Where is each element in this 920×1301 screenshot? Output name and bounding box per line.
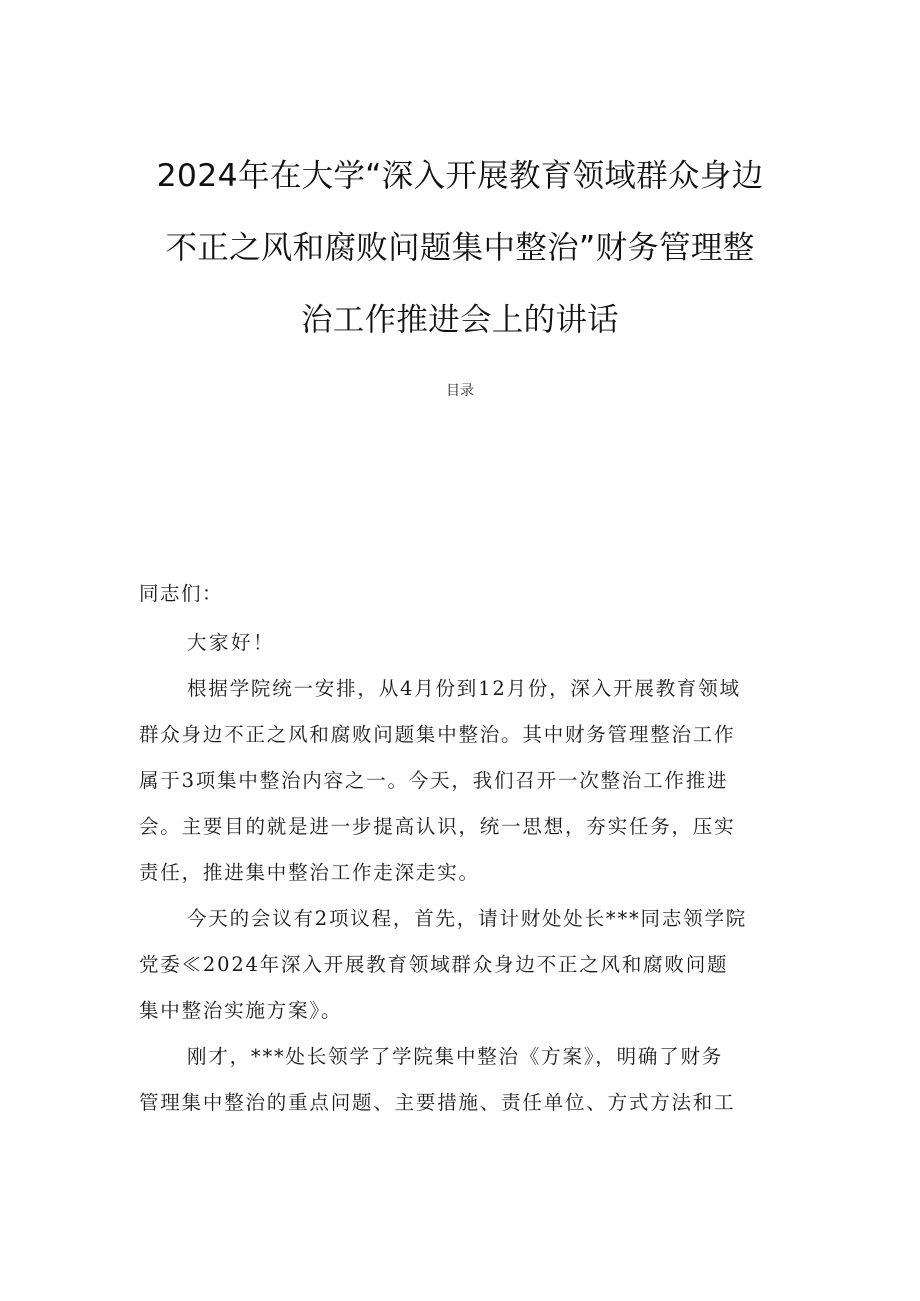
document-body — [139, 573, 784, 1126]
paragraph-intro — [139, 666, 784, 896]
paragraph-line: 根据学院统一安排，从4月份到12月份，深入开展教育领域 — [187, 677, 741, 700]
title-line-1: 2024年在大学“深入开展教育领域群众身边 — [156, 158, 764, 194]
paragraph-review — [139, 1034, 784, 1126]
paragraph-line: 会。主要目的就是进一步提高认识，统一思想，夯实任务，压实 — [139, 815, 736, 838]
title-line-3: 治工作推进会上的讲话 — [300, 302, 619, 338]
paragraph-line: 党委≪2024年深入开展教育领域群众身边不正之风和腐败问题 — [139, 953, 729, 976]
paragraph-line: 管理集中整治的重点问题、主要措施、责任单位、方式方法和工 — [139, 1091, 736, 1114]
paragraph-agenda — [139, 896, 784, 1034]
paragraph-line: 集中整治实施方案》。 — [139, 999, 343, 1022]
paragraph-greeting — [139, 620, 784, 666]
paragraph-line: 刚才，***处长领学了学院集中整治《方案》，明确了财务 — [187, 1045, 724, 1068]
paragraph-line: 大家好！ — [187, 631, 276, 654]
paragraph-line: 属于3项集中整治内容之一。今天，我们召开一次整治工作推进 — [139, 769, 729, 792]
paragraph-line: 责任，推进集中整治工作走深走实。 — [139, 861, 480, 884]
toc-label: 目录 — [446, 383, 474, 399]
title-line-2: 不正之风和腐败问题集中整治”财务管理整 — [165, 230, 755, 266]
paragraph-line: 今天的会议有2项议程，首先，请计财处处长***同志领学院 — [187, 907, 748, 930]
salutation: 同志们： — [139, 582, 224, 605]
paragraph-line: 群众身边不正之风和腐败问题集中整治。其中财务管理整治工作 — [139, 723, 736, 746]
document-title — [140, 140, 780, 356]
